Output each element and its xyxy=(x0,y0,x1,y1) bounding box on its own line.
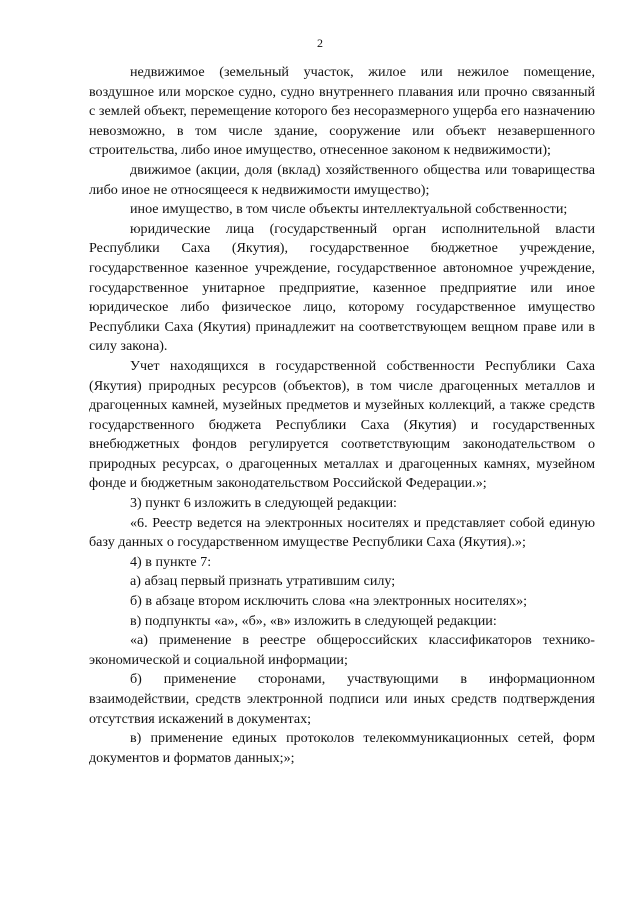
paragraph-immovable-property: недвижимое (земельный участок, жилое или нежилое помещение, воздушное или морское судно, судно внутреннего плавания или прочно связанный с землей объект, перемещение которого без несоразмерного ущерба его назначению невозможно, в том числе здание, сооружение или объект незавершенного строительства, либо иное имущество, отнесенное законом к недвижимости); xyxy=(89,64,595,159)
paragraph-item-3: 3) пункт 6 изложить в следующей редакции: xyxy=(130,495,397,512)
paragraph-natural-resources: Учет находящихся в государственной собственности Республики Саха (Якутия) природных ресурсов (объектов), в том числе драгоценных металлов и драгоценных камней, музейных предметов и музейных коллекций, а также средств государственного бюджета Республики Саха (Якутия) и государственных внебюджетных фондов регулируется соответствующим законодательством о природных ресурсах, о драгоценных металлах и драгоценных камнях, музейном фонде и бюджетным законодательством Российской Федерации.»; xyxy=(89,357,595,492)
paragraph-protocols: в) применение единых протоколов телекоммуникационных сетей, форм документов и форматов данных;»; xyxy=(89,730,595,766)
document-body xyxy=(89,63,595,768)
paragraph-subitem-a: а) абзац первый признать утратившим силу; xyxy=(130,573,396,590)
paragraph-item-4: 4) в пункте 7: xyxy=(130,553,212,570)
paragraph-other-property: иное имущество, в том числе объекты интеллектуальной собственности; xyxy=(130,201,568,218)
paragraph-subitem-b: б) в абзаце втором исключить слова «на электронных носителях»; xyxy=(130,593,528,610)
page-number: 2 xyxy=(317,36,323,50)
paragraph-classifiers: «а) применение в реестре общероссийских классификаторов технико-экономической и социальной информации; xyxy=(89,632,595,668)
paragraph-registry-clause-6: «6. Реестр ведется на электронных носителях и представляет собой единую базу данных о государственном имуществе Республики Саха (Якутия).»; xyxy=(89,514,595,551)
paragraph-legal-entities: юридические лица (государственный орган исполнительной власти Республики Саха (Якутия), государственное бюджетное учреждение, государственное казенное учреждение, государственное автономное учреждение, государственное унитарное предприятие, казенное предприятие или иное юридическое либо физическое лицо, которому государственное имущество Республики Саха (Якутия) принадлежит на соответствующем вещном праве или в силу закона). xyxy=(89,220,595,355)
paragraph-electronic-signature: б) применение сторонами, участвующими в информационном взаимодействии, средств электронной подписи или иных средств подтверждения отсутствия искажений в документах; xyxy=(89,671,595,727)
paragraph-subitem-v: в) подпункты «а», «б», «в» изложить в следующей редакции: xyxy=(130,612,497,629)
paragraph-movable-property: движимое (акции, доля (вклад) хозяйственного общества или товарищества либо иное не относящееся к недвижимости имущество); xyxy=(89,161,595,198)
